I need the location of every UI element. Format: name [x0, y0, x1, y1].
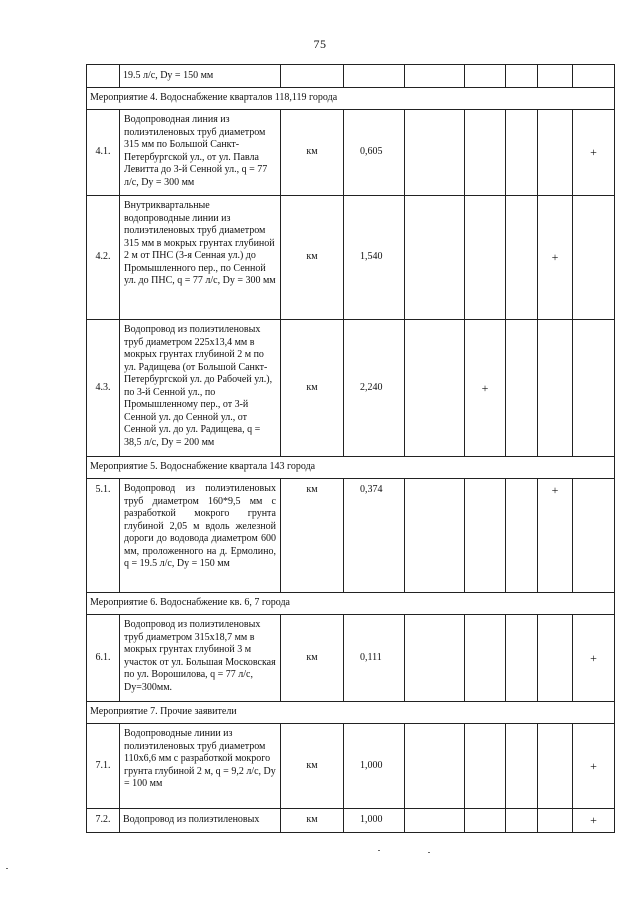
section-header-6 [87, 593, 615, 615]
row-mark: + [538, 196, 573, 320]
section-title: Мероприятие 5. Водоснабжение квартала 143 города [87, 457, 615, 479]
row-unit: км [281, 615, 344, 702]
row-number: 4.1. [87, 110, 120, 196]
row-description: Внутриквартальные водопроводные линии из полиэтиленовых труб диаметром 315 мм в мокрых грунтах глубиной 2 м от ПНС (3-я Сенная ул.) до Промышленного пер., по Сенной ул. до ПНС, q = 77 л/с, Dy = 300 мм [120, 196, 281, 320]
section-header-7 [87, 702, 615, 724]
row-number: 5.1. [87, 479, 120, 593]
row-number: 4.2. [87, 196, 120, 320]
row-quantity: 0,605 [344, 110, 405, 196]
row-quantity: 1,000 [344, 724, 405, 809]
row-description: Водопроводная линия из полиэтиленовых труб диаметром 315 мм по Большой Санкт-Петербургской ул., от ул. Павла Левитта до 3-й Сенной ул., q = 77 л/с, Dy = 300 мм [120, 110, 281, 196]
section-title: Мероприятие 6. Водоснабжение кв. 6, 7 города [87, 593, 615, 615]
row-quantity: 2,240 [344, 320, 405, 457]
row-unit: км [281, 724, 344, 809]
row-quantity: 0,374 [344, 479, 405, 593]
row-number: 7.2. [87, 809, 120, 833]
section-title: Мероприятие 7. Прочие заявители [87, 702, 615, 724]
table-row [87, 479, 615, 593]
scan-speck [428, 852, 430, 853]
table-row [87, 320, 615, 457]
row-description: Водопровод из полиэтиленовых труб диаметром 160*9,5 мм с разработкой мокрого грунта глубиной 2,05 м вдоль железной дороги до водовода диаметром 600 мм, проложенного на д. Ермолино, q = 19.5 л/с, Dy = 150 мм [120, 479, 281, 593]
page-number: 75 [313, 37, 327, 51]
row-mark: + [573, 724, 615, 809]
table-row [87, 724, 615, 809]
section-header-4 [87, 88, 615, 110]
scan-speck [6, 868, 8, 869]
row-mark: + [573, 110, 615, 196]
measures-table [86, 64, 615, 833]
scan-speck [378, 850, 380, 851]
row-mark: + [573, 809, 615, 833]
section-header-5 [87, 457, 615, 479]
table-row [87, 196, 615, 320]
row-number: 6.1. [87, 615, 120, 702]
row-number: 7.1. [87, 724, 120, 809]
row-quantity: 0,111 [344, 615, 405, 702]
table-row [87, 110, 615, 196]
row-description: Водопровод из полиэтиленовых труб диаметром 225х13,4 мм в мокрых грунтах глубиной 2 м по ул. Радищева (от Большой Санкт-Петербургской ул. до Рабочей ул.), по 3-й Сенной ул., по Промышленному пер., от 3-й Сенной ул. до Сенной ул., от Сенной ул. до ул. Радищева, q = 38,5 л/с, Dy = 200 мм [120, 320, 281, 457]
row-unit: км [281, 110, 344, 196]
row-description: Водопроводные линии из полиэтиленовых труб диаметром 110х6,6 мм с разработкой мокрого грунта глубиной 2 м, q = 9,2 л/с, Dy = 100 мм [120, 724, 281, 809]
row-quantity: 1,000 [344, 809, 405, 833]
row-unit: км [281, 479, 344, 593]
continuation-description: 19.5 л/с, Dy = 150 мм [120, 65, 281, 88]
row-mark: + [465, 320, 506, 457]
row-description: Водопровод из полиэтиленовых труб диаметром 315х18,7 мм в мокрых грунтах глубиной 3 м участок от ул. Большая Московская по ул. Ворошилова, q = 77 л/с, Dy=300мм. [120, 615, 281, 702]
row-quantity: 1,540 [344, 196, 405, 320]
row-unit: км [281, 809, 344, 833]
table-row [87, 615, 615, 702]
row-number: 4.3. [87, 320, 120, 457]
row-description: Водопровод из полиэтиленовых [120, 809, 281, 833]
table-row-continuation [87, 65, 615, 88]
row-mark: + [538, 479, 573, 593]
section-title: Мероприятие 4. Водоснабжение кварталов 118,119 города [87, 88, 615, 110]
row-unit: км [281, 320, 344, 457]
table-row [87, 809, 615, 833]
row-mark: + [573, 615, 615, 702]
row-unit: км [281, 196, 344, 320]
